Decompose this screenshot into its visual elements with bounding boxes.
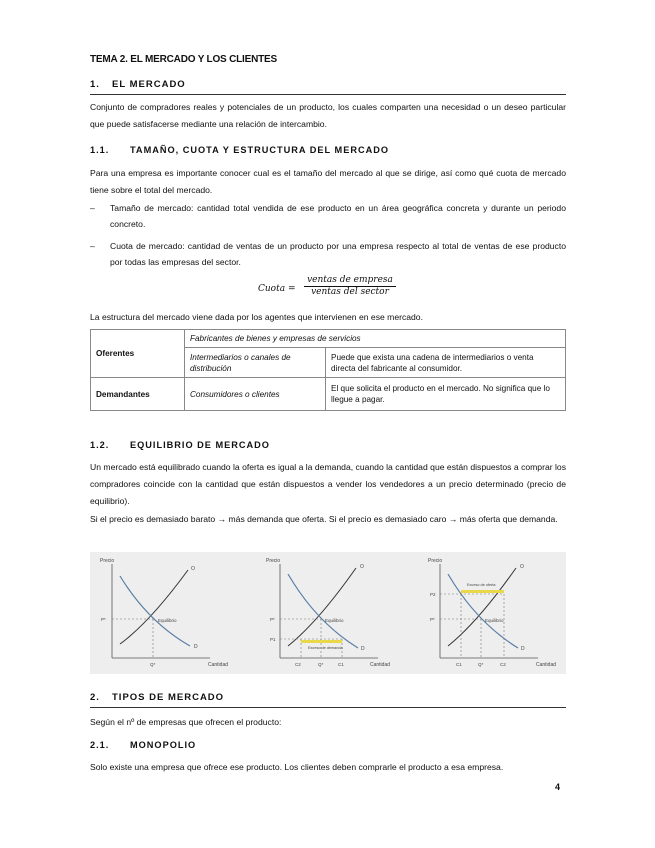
label-q-star: Q*: [150, 662, 156, 667]
list-item-text: Cuota de mercado: cantidad de ventas de un producto por una empresa respecto al total de ventas de ese producto por todas las empresas del sector.: [110, 241, 566, 267]
section-heading-2: [90, 692, 566, 708]
label-q-star: Q*: [318, 662, 324, 667]
paragraph-market-types: Según el nº de empresas que ofrecen el producto:: [90, 717, 282, 727]
section-number: 1.2.: [90, 440, 110, 450]
table-cell-oferentes: Oferentes: [91, 330, 185, 378]
label-d: D: [361, 646, 365, 652]
section-heading-1: [90, 79, 566, 95]
label-p-star: P*: [430, 617, 435, 622]
formula-lhs: Cuota =: [258, 284, 296, 294]
list-item: [90, 200, 566, 232]
label-c1: C1: [338, 662, 344, 667]
section-title: TIPOS DE MERCADO: [112, 692, 225, 703]
paragraph-equilibrium: Un mercado está equilibrado cuando la oferta es igual a la demanda, cuando la cantidad que están dispuestos a comprar los compradores coincide con la cantidad que están dispuestos a vender los vendedores a un precio determinado (precio de equilibrio).: [90, 462, 566, 506]
bullet-dash: –: [90, 241, 95, 251]
section-heading-2-1: [90, 740, 196, 750]
section-number: 2.1.: [90, 740, 110, 750]
label-p-star: P*: [101, 617, 106, 622]
section-heading-1-2: [90, 440, 270, 450]
formula-numerator: ventas de empresa: [304, 275, 396, 287]
market-structure-table: [90, 329, 566, 411]
label-p1: P1: [270, 637, 276, 642]
table-cell-consumidores-desc: El que solicita el producto en el mercado. No significa que lo llegue a pagar.: [326, 378, 566, 411]
axis-label-precio: Precio: [428, 558, 443, 564]
list-item-text: Tamaño de mercado: cantidad total vendida de ese producto en un área geográfica concreta y durante un periodo concreto.: [110, 203, 566, 229]
label-p-star: P*: [270, 617, 275, 622]
axis-label-precio: Precio: [100, 558, 115, 564]
paragraph-market-size-intro: Para una empresa es importante conocer cual es el tamaño del mercado al que se dirige, así como qué cuota de mercado tiene sobre el total del mercado.: [90, 168, 566, 195]
paragraph-price-effects: Si el precio es demasiado barato → más demanda que oferta. Si el precio es demasiado caro → más oferta que demanda.: [90, 514, 558, 524]
axis-label-precio: Precio: [266, 558, 281, 564]
formula-fraction: [304, 275, 396, 297]
label-c2: C2: [500, 662, 506, 667]
document-title: TEMA 2. EL MERCADO Y LOS CLIENTES: [90, 54, 277, 65]
paragraph-market-structure: La estructura del mercado viene dada por los agentes que intervienen en ese mercado.: [90, 312, 423, 322]
table-row: [91, 378, 566, 411]
paragraph-market-definition: Conjunto de compradores reales y potenciales de un producto, los cuales comparten una necesidad o un deseo particular que puede satisfacerse mediante una relación de intercambio.: [90, 102, 566, 129]
excess-supply-bar: [461, 590, 504, 593]
excess-demand-bar: [301, 640, 342, 643]
section-title: EQUILIBRIO DE MERCADO: [130, 440, 270, 450]
list-item: [90, 238, 566, 270]
section-heading-1-1: [90, 145, 389, 155]
label-o: O: [520, 564, 524, 570]
bullet-dash: –: [90, 203, 95, 213]
label-c1: C1: [456, 662, 462, 667]
label-o: O: [191, 566, 195, 572]
label-q-star: Q*: [478, 662, 484, 667]
section-number: 2.: [90, 692, 100, 703]
label-o: O: [360, 564, 364, 570]
label-equilibrio: Equilibrio: [325, 618, 344, 623]
paragraph-monopoly: Solo existe una empresa que ofrece ese producto. Los clientes deben comprarle el producto a esa empresa.: [90, 762, 504, 772]
section-title: TAMAÑO, CUOTA Y ESTRUCTURA DEL MERCADO: [130, 145, 390, 155]
label-equilibrio: Equilibrio: [485, 618, 504, 623]
label-equilibrio: Equilibrio: [158, 618, 177, 623]
table-cell-fabricantes: Fabricantes de bienes y empresas de servicios: [185, 330, 566, 348]
label-c2: C2: [295, 662, 301, 667]
supply-demand-diagrams: [90, 552, 566, 674]
section-title: MONOPOLIO: [130, 740, 197, 750]
page-number: 4: [555, 782, 561, 792]
label-p2: P2: [430, 592, 436, 597]
label-exceso-demanda: Exceso de demanda: [308, 646, 343, 650]
label-d: D: [521, 646, 525, 652]
table-cell-consumidores: Consumidores o clientes: [185, 378, 326, 411]
table-row: [91, 330, 566, 348]
table-cell-intermediarios-desc: Puede que exista una cadena de intermediarios o venta directa del fabricante al consumidor.: [326, 348, 566, 378]
label-d: D: [194, 644, 198, 650]
section-number: 1.: [90, 79, 100, 90]
table-cell-demandantes: Demandantes: [91, 378, 185, 411]
label-exceso-oferta: Exceso de oferta: [467, 583, 496, 587]
table-cell-intermediarios: Intermediarios o canales de distribución: [185, 348, 326, 378]
axis-label-cantidad: Cantidad: [370, 662, 391, 668]
axis-label-cantidad: Cantidad: [208, 662, 229, 668]
section-title: EL MERCADO: [112, 79, 186, 90]
section-number: 1.1.: [90, 145, 110, 155]
axis-label-cantidad: Cantidad: [536, 662, 557, 668]
formula-denominator: ventas del sector: [311, 287, 389, 297]
charts-background: [90, 552, 566, 674]
